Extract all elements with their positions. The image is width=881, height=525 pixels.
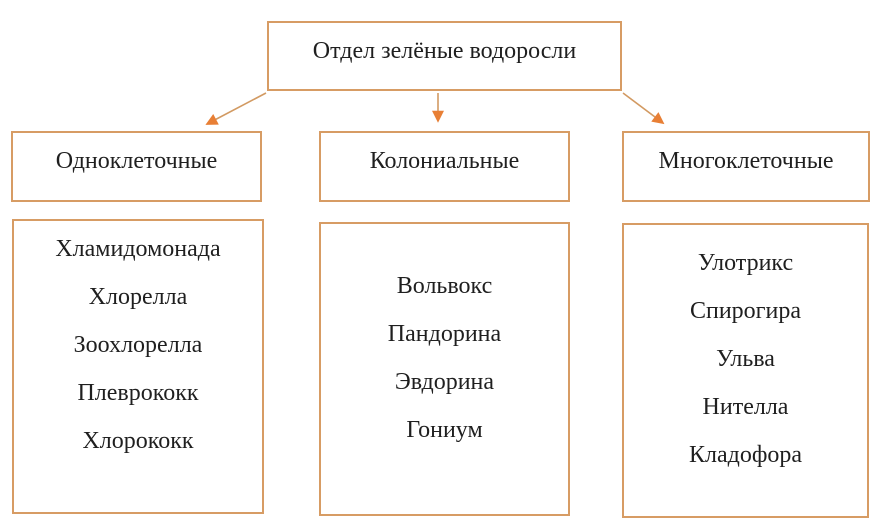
branch-header-label: Колониальные bbox=[369, 148, 520, 174]
list-item: Спирогира bbox=[689, 298, 802, 324]
list-item: Зоохлорелла bbox=[73, 332, 203, 358]
branch-header-unicellular bbox=[11, 131, 262, 202]
branch-header-label: Одноклеточные bbox=[55, 148, 218, 174]
root-node bbox=[267, 21, 622, 91]
list-item: Пандорина bbox=[387, 321, 502, 347]
list-item: Хлорелла bbox=[88, 284, 188, 310]
branch-header-label: Многоклеточные bbox=[658, 148, 834, 174]
list-item: Эвдорина bbox=[394, 369, 495, 395]
branch-header-colonial bbox=[319, 131, 570, 202]
list-item: Нителла bbox=[702, 394, 789, 420]
list-item: Хламидомонада bbox=[55, 236, 221, 262]
branch-list-colonial bbox=[319, 222, 570, 516]
list-item: Кладофора bbox=[688, 442, 803, 468]
root-node-label: Отдел зелёные водоросли bbox=[312, 38, 577, 64]
branch-header-multicellular bbox=[622, 131, 870, 202]
list-item: Гониум bbox=[406, 417, 483, 443]
list-item: Вольвокс bbox=[396, 273, 493, 299]
connector-root-to-unicellular bbox=[207, 93, 266, 124]
list-item: Улотрикс bbox=[697, 250, 794, 276]
branch-list-multicellular bbox=[622, 223, 869, 518]
list-item: Ульва bbox=[716, 346, 775, 372]
list-item: Хлорококк bbox=[82, 428, 194, 454]
list-item: Плеврококк bbox=[77, 380, 199, 406]
connector-root-to-multicellular bbox=[623, 93, 663, 123]
branch-list-unicellular bbox=[12, 219, 264, 514]
